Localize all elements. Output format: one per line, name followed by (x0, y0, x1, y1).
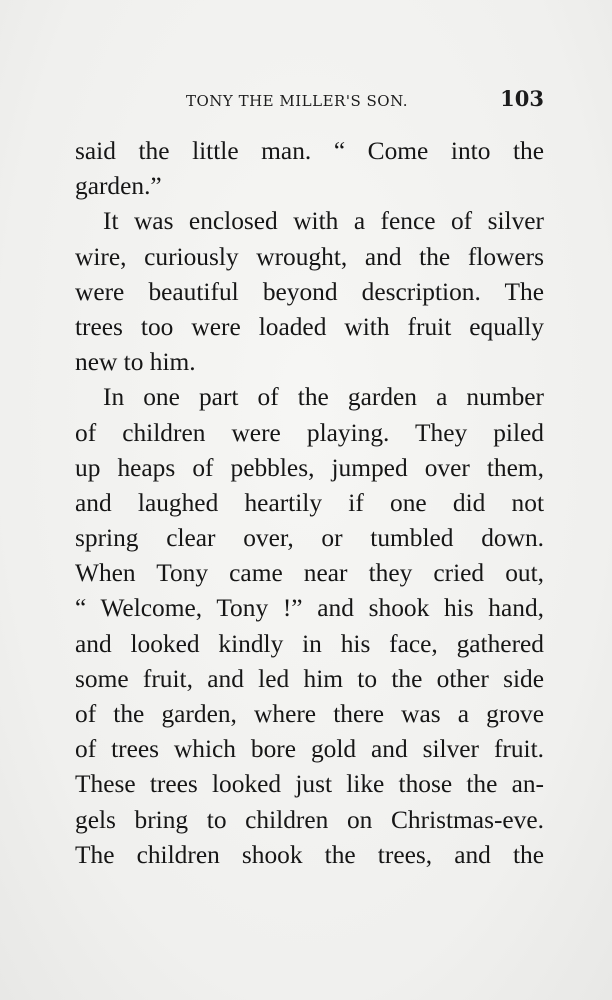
text-line: and looked kindly in his face, gathered (75, 629, 544, 658)
text-line: of children were playing. They piled (75, 418, 544, 447)
text-line: wire, curiously wrought, and the flowers (75, 242, 544, 271)
body-text (75, 134, 544, 873)
text-line: some fruit, and led him to the other side (75, 664, 544, 693)
text-line: The children shook the trees, and the (75, 840, 544, 869)
text-line: garden.” (75, 172, 162, 201)
text-line: trees too were loaded with fruit equally (75, 312, 544, 341)
text-line: These trees looked just like those the an- (75, 770, 544, 799)
running-head (76, 86, 544, 116)
text-line: were beautiful beyond description. The (75, 277, 544, 306)
text-line: of trees which bore gold and silver fruit. (75, 735, 544, 764)
text-line: and laughed heartily if one did not (75, 488, 544, 517)
text-line: spring clear over, or tumbled down. (75, 524, 544, 553)
text-line: of the garden, where there was a grove (75, 700, 544, 728)
text-line: In one part of the garden a number (103, 383, 544, 412)
text-line: It was enclosed with a fence of silver (103, 207, 544, 236)
text-line: said the little man. “ Come into the (75, 137, 544, 165)
running-title: TONY THE MILLER'S SON. (186, 92, 409, 110)
text-line: up heaps of pebbles, jumped over them, (75, 453, 544, 482)
text-line: gels bring to children on Christmas-eve. (75, 805, 544, 834)
page-number: 103 (500, 86, 544, 111)
text-line: new to him. (75, 348, 196, 377)
text-line: When Tony came near they cried out, (75, 559, 544, 588)
text-line: “ Welcome, Tony !” and shook his hand, (75, 594, 544, 623)
